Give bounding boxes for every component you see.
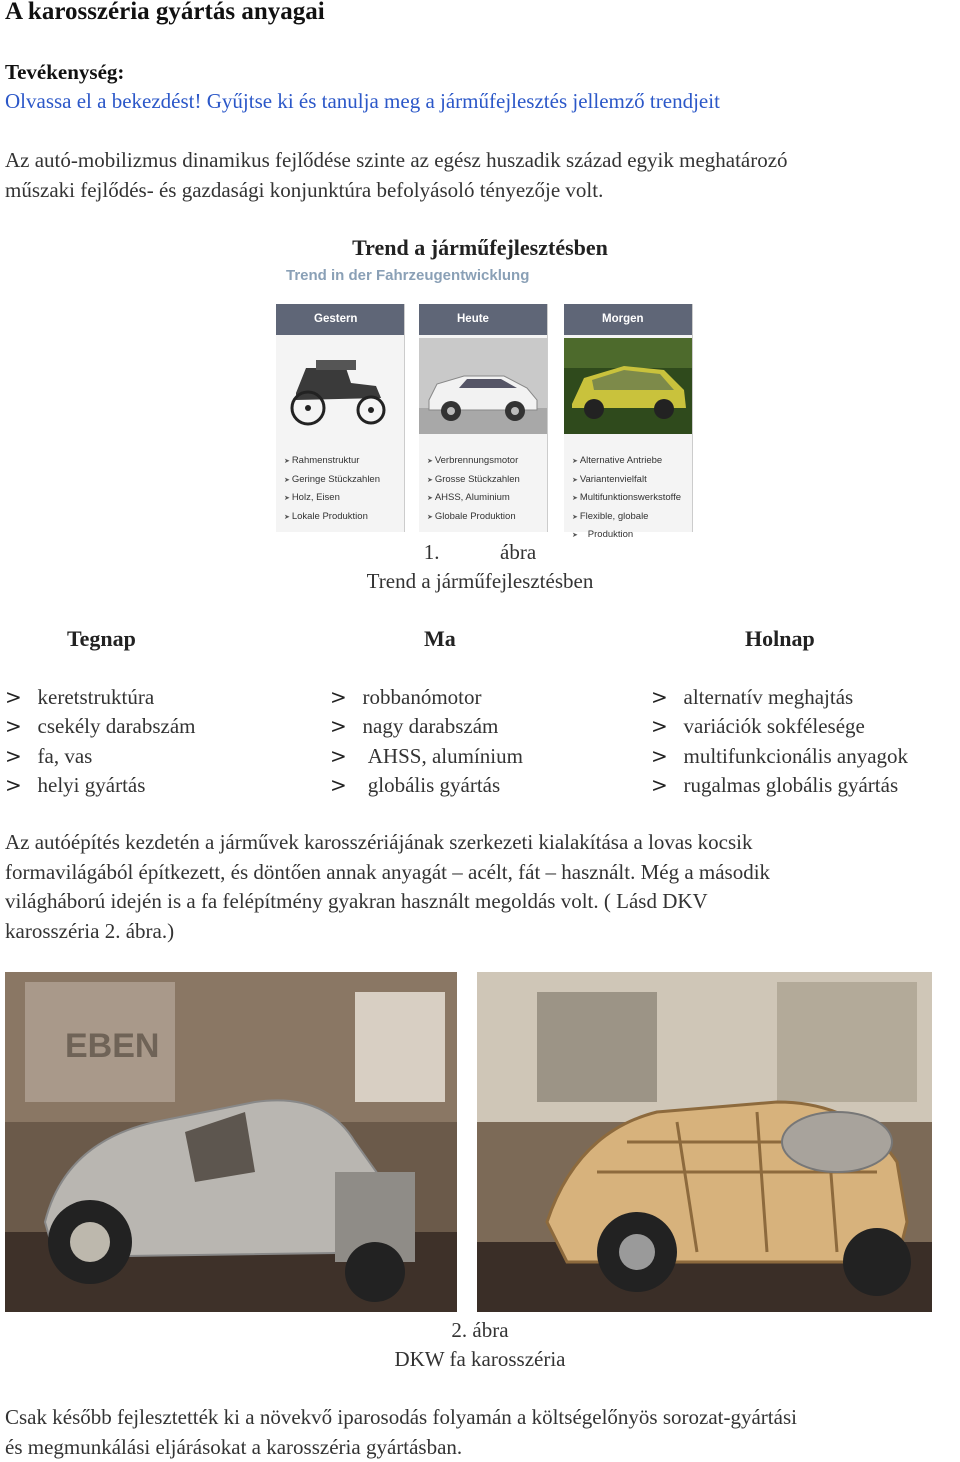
trend-item [651, 683, 908, 712]
closing-paragraph [5, 1403, 955, 1462]
trend-column-yesterday [5, 683, 196, 800]
intro-line: Az autó-mobilizmus dinamikus fejlődése szinte az egész huszadik század egyik meghatározó [5, 148, 788, 172]
trend-item [651, 742, 908, 771]
list-item-text: Produktion [587, 529, 634, 540]
figure1-subtitle: Trend in der Fahrzeugentwicklung [286, 267, 530, 284]
arrow-icon: > [330, 714, 347, 739]
trend-header-yesterday: Tegnap [67, 626, 136, 651]
trend-item [5, 712, 196, 741]
body-line: világháború idején is a fa felépítmény gyakran használt megoldás volt. ( Lásd DKV [5, 889, 708, 913]
list-item: ➤ Alternative Antriebe [572, 452, 681, 471]
list-item: ➤ Verbrennungsmotor [427, 452, 520, 471]
photo-sign-text: EBEN [65, 1027, 160, 1065]
figure1-column-yesterday [276, 304, 405, 532]
figure1-image [276, 262, 702, 540]
caption-number: 1. [423, 540, 440, 564]
trend-text: nagy darabszám [362, 714, 499, 739]
list-item: ➤ Lokale Produktion [284, 508, 380, 527]
trend-item [5, 771, 196, 800]
figure1-title: Trend a járműfejlesztésben [352, 235, 608, 260]
trend-text: csekély darabszám [37, 714, 196, 739]
list-item: ➤ Variantenvielfalt [572, 471, 681, 490]
list-item: ➤ Multifunktionswerkstoffe [572, 489, 681, 508]
arrow-icon: > [330, 772, 347, 797]
arrow-icon: > [651, 772, 668, 797]
trend-item [5, 742, 196, 771]
trend-text: variációk sokfélesége [683, 714, 865, 739]
trend-column-today [330, 683, 523, 800]
trend-text: robbanómotor [362, 685, 482, 709]
column-list [284, 452, 380, 526]
trend-text: fa, vas [37, 743, 93, 768]
wooden-body-photo [477, 972, 932, 1312]
caption-word: ábra [500, 540, 537, 564]
trend-item [330, 683, 523, 712]
trend-text: helyi gyártás [37, 772, 146, 797]
trend-text: alternatív meghajtás [683, 685, 854, 709]
trend-item [330, 742, 523, 771]
intro-paragraph [5, 146, 955, 205]
activity-label: Tevékenység: [5, 60, 125, 84]
body-line: formavilágából építkezett, és döntően annak anyagát – acélt, fát – használt. Még a második [5, 859, 771, 884]
figure1-column-today [419, 304, 548, 532]
trend-item [651, 771, 908, 800]
intro-line: műszaki fejlődés- és gazdasági konjunktúra befolyásoló tényezője volt. [5, 177, 604, 202]
trend-text: keretstruktúra [37, 685, 155, 709]
page-title: A karosszéria gyártás anyagai [5, 0, 325, 25]
list-item: ➤ Holz, Eisen [284, 489, 380, 508]
list-item: ➤ Grosse Stückzahlen [427, 471, 520, 490]
vintage-car-image [276, 338, 404, 434]
figure2-caption-number: 2. ábra [451, 1318, 509, 1342]
list-item: ➤ Rahmenstruktur [284, 452, 380, 471]
figure1-column-tomorrow [564, 304, 693, 540]
trend-header-tomorrow: Holnap [745, 626, 815, 651]
aluminium-body-photo [5, 972, 457, 1312]
figure1-caption-number [0, 538, 960, 567]
list-item: ➤ Flexible, globale [572, 508, 681, 527]
list-item: ➤ Globale Produktion [427, 508, 520, 527]
arrow-icon: > [5, 714, 22, 739]
column-list [572, 452, 681, 545]
figure1-caption-text: Trend a járműfejlesztésben [366, 569, 594, 593]
column-header: Heute [419, 304, 547, 335]
modern-car-image [419, 338, 547, 434]
concept-car-image [564, 338, 692, 434]
list-item: ➤ AHSS, Aluminium [427, 489, 520, 508]
trend-text: globális gyártás [367, 772, 501, 797]
trend-item [651, 712, 908, 741]
trend-header-today: Ma [424, 626, 456, 651]
trend-text: multifunkcionális anyagok [683, 743, 909, 768]
body-line: karosszéria 2. ábra.) [5, 918, 175, 943]
trend-text: AHSS, alumínium [367, 743, 523, 768]
trend-column-tomorrow [651, 683, 908, 800]
closing-line: Csak később fejlesztették ki a növekvő iparosodás folyamán a költségelőnyös sorozat-gyártási [5, 1405, 797, 1429]
arrow-icon: > [651, 714, 668, 739]
trend-text: rugalmas globális gyártás [683, 772, 899, 797]
arrow-icon: > [330, 743, 347, 768]
figure2-caption-text: DKW fa karosszéria [394, 1347, 566, 1371]
trend-item [5, 683, 196, 712]
activity-text: Olvassa el a bekezdést! Gyűjtse ki és tanulja meg a járműfejlesztés jellemző trendjeit [5, 89, 720, 113]
closing-line: és megmunkálási eljárásokat a karosszéria gyártásban. [5, 1434, 463, 1459]
body-line: Az autóépítés kezdetén a járművek karosszériájának szerkezeti kialakítása a lovas kocsik [5, 830, 753, 854]
arrow-icon: > [5, 772, 22, 797]
trend-item [330, 771, 523, 800]
body-paragraph [5, 828, 955, 946]
arrow-icon: > [651, 743, 668, 768]
column-header: Morgen [564, 304, 692, 335]
list-item: ➤ Geringe Stückzahlen [284, 471, 380, 490]
arrow-icon: > [330, 685, 347, 709]
column-list [427, 452, 520, 526]
trend-item [330, 712, 523, 741]
arrow-icon: > [5, 743, 22, 768]
arrow-icon: > [651, 685, 668, 709]
column-header: Gestern [276, 304, 404, 335]
arrow-icon: > [5, 685, 22, 709]
